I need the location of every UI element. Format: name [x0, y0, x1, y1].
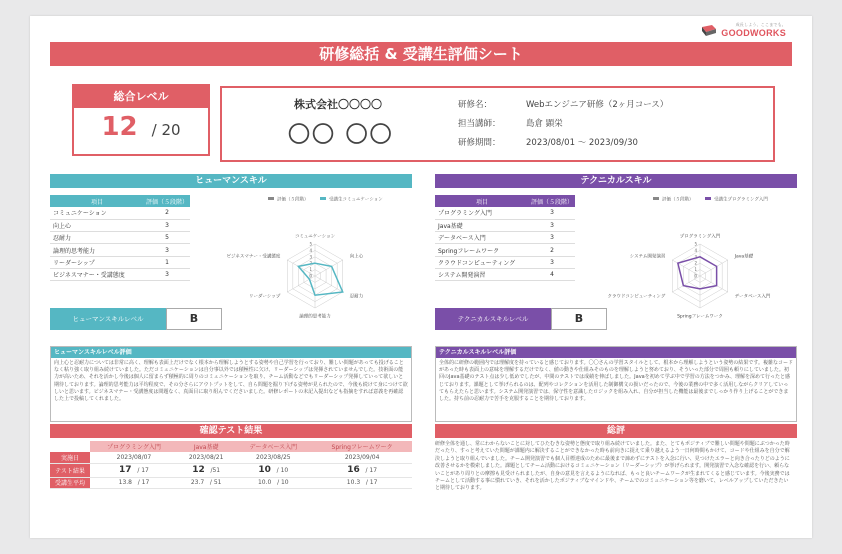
human-col-item: 項目: [50, 195, 144, 207]
skill-label: ビジネスマナー・受講態度: [50, 268, 144, 280]
radar-axis-label: プログラミング入門: [679, 234, 721, 240]
legend-swatch: [268, 197, 274, 200]
human-skill-radar-chart: [220, 194, 410, 344]
table-row: [435, 244, 575, 256]
radar-tick-label: 1: [309, 267, 312, 273]
evaluation-sheet: [30, 16, 812, 538]
radar-tick-label: 4: [309, 247, 312, 253]
test-date: 2023/09/04: [312, 452, 412, 463]
human-col-eval: 評価（５段階）: [144, 195, 190, 207]
radar-data-series: [678, 257, 717, 289]
test-avg: 10.3: [346, 479, 361, 486]
skill-value: 3: [529, 232, 575, 244]
training-name-key: 研修名：: [458, 100, 493, 110]
legend-label: 評価（５段階）: [662, 197, 694, 203]
test-avg-max: / 51: [209, 479, 222, 486]
human-eval-text: 向上心と忍耐力については非常に高く、理解も表面上だけでなく根本から理解しようとする姿勢や自己学習を行っており、難しい問題があっても投げることなく粘り強く取り組み続けていました。ただコミュニケーションは自分事以外では積極性に欠け、リーダーシップは発揮されていませんでした。技術面の能力が高いため、それを活かし今後は個人に留まらず積極的に周りのコミュニケーションを取り、チーム活動などでもリーダーシップ発揮していって欲しいと期待しております。論理的思考能力は平均程度で、その分さらにアウトプットをして、自ら問題を掘り下げる姿勢が見られたので、今後も続けて身につけて欲しいと思います。ビジネスマナー・受講態度は問題なく、真面目に取り組んでくださいました。研修レポートの未記入提出なども指摘をすれば意義を再確認した上で投稿してくれました。: [54, 360, 408, 403]
tech-col-item: 項目: [435, 195, 529, 207]
legend-label: 評価（５段階）: [277, 197, 309, 203]
test-score-max: / 17: [365, 467, 378, 474]
table-row: [50, 232, 190, 244]
radar-axis-label: 論理的思考能力: [299, 314, 331, 320]
radar-axis-label: システム開発演習: [629, 254, 666, 260]
radar-axis-label: 忍耐力: [349, 294, 364, 300]
table-row: [50, 207, 190, 219]
table-row: [50, 244, 190, 256]
skill-label: コミュニケーション: [50, 207, 144, 219]
human-eval-title: ヒューマンスキルレベル評価: [51, 347, 411, 358]
tech-skill-table: [435, 195, 575, 281]
radar-tick-label: 1: [694, 267, 697, 273]
radar-axis-label: 向上心: [349, 254, 364, 260]
tech-eval-text: 全体的に研修の範囲内では理解度を持っていると感じております。〇〇さんの学習スタイルとして、根本から理解しようという姿勢の結果です。複雑なコードがあった時も表面上の意味を理解するだけでなく、値の動きや仕組みそのものを理解しようと努めており、そういった部分で周囲も頼りにしていました。初回のJava基礎のテスト点は少し低めでしたが、中間のテストでは成績を伸ばしました。Javaを初めて学ぶ中で学習の方法をつかみ、理解を深めて行ったと感じております。課題として挙げられるのは、配列やコレクションを活用した制御構文の扱いだったので、今後の業務の中で多く活用しながらクリアしていってもらえたらと思います。システム開発演習では、保守性を意識したロジックを組み入れ、自分が担当した機能は最後までしっかり作り上げることができました。持ち前の忍耐力で苦手を克服することを期待しております。: [439, 360, 794, 403]
human-skill-table: [50, 195, 190, 281]
radar-axis-label: クラウドコンピューティング: [607, 294, 666, 300]
table-row: [50, 268, 190, 280]
skill-label: 向上心: [50, 219, 144, 231]
test-results-header: 確認テスト結果: [50, 424, 412, 438]
brand-tagline: 成長しよう、ここまでも。: [735, 22, 786, 27]
brand-icon: [701, 24, 717, 37]
test-col-header: Java基礎: [178, 441, 234, 452]
tech-eval-title: テクニカルスキルレベル評価: [436, 347, 796, 358]
company-name: 株式会社〇〇〇〇: [294, 98, 382, 111]
test-corner-cell: [50, 441, 90, 452]
instructor-value: 島倉 顕栄: [526, 119, 563, 129]
table-row: [435, 256, 575, 268]
overall-level-label: 総合レベル: [74, 86, 208, 108]
legend-swatch: [320, 197, 326, 200]
skill-value: 2: [144, 207, 190, 219]
table-row: [435, 268, 575, 280]
test-score-cell: [312, 463, 412, 477]
skill-value: 3: [529, 219, 575, 231]
test-avg-max: / 17: [137, 479, 150, 486]
training-period-key: 研修期間：: [458, 138, 501, 148]
radar-axis-label: リーダーシップ: [249, 294, 281, 300]
radar-axis-label: Springフレームワーク: [677, 314, 723, 320]
radar-tick-label: 2: [694, 260, 697, 266]
table-row: [50, 219, 190, 231]
skill-value: 1: [144, 256, 190, 268]
radar-spoke: [700, 276, 728, 292]
tech-skill-radar-chart: [605, 194, 795, 344]
human-level-value: B: [166, 308, 222, 330]
tech-level-row: [435, 308, 607, 330]
overall-level-box: [72, 84, 210, 156]
test-avg: 10.0: [257, 479, 272, 486]
test-date: 2023/08/25: [234, 452, 312, 463]
test-date: 2023/08/21: [178, 452, 234, 463]
radar-tick-label: 3: [694, 254, 697, 260]
table-row: [435, 207, 575, 219]
tech-skill-header: テクニカルスキル: [435, 174, 797, 188]
row-label: 受講生平均: [50, 477, 90, 488]
skill-label: クラウドコンピューティング: [435, 256, 529, 268]
test-avg-cell: [312, 477, 412, 488]
legend-swatch: [705, 197, 711, 200]
review-text: 研修全体を通し、常にわからないことに対してひたむきな姿勢と態度で取り組み続けていました。また、とてもポジティブで難しい問題や問題にぶつかった時だったり、すっと考えていた問題が課題内に解決することができなかった時も前向きに捉えて乗り越えるよう一日何時間もかけて、コードや仕組みを自分で解決しようと取り組んでいました。チーム開発演習でも個人目標達成のために最後まで諦めずにテストを入念に行い、見つけたエラーと向き合ったりどのように改善させるかを模索しました。課題としてチーム活動におけるコミュニケーション（リーダーシップ）が挙げられます。開発演習で入念な確認を行い、頼らないことがあり周りとの摩擦も見受けられましたが、自身の意見を言えるようになれば、もっと良いチームワークが生まれてくると感じています。今後実務ではチームとして活動する事に慣れていき、それを活かしたポジティブなマインドや、チームでのコミュニケーション等を磨いて、レベルアップしていただきたいと期待しております。: [435, 441, 790, 492]
skill-label: リーダーシップ: [50, 256, 144, 268]
training-name-value: Webエンジニア研修（2ヶ月コース）: [526, 100, 669, 110]
test-score: 16: [347, 465, 360, 475]
test-score: 10: [258, 465, 271, 475]
tech-level-label: テクニカルスキルレベル: [435, 308, 551, 330]
tech-level-value: B: [551, 308, 607, 330]
test-date: 2023/08/07: [90, 452, 178, 463]
test-avg: 23.7: [190, 479, 205, 486]
skill-label: 論理的思考能力: [50, 244, 144, 256]
page-title: 研修総括 & 受講生評価シート: [50, 42, 792, 66]
test-date-row: [50, 452, 412, 463]
table-row: [435, 219, 575, 231]
review-header: 総評: [435, 424, 797, 438]
skill-label: 忍耐力: [50, 232, 144, 244]
brand-logo: [701, 22, 786, 38]
radar-axis-label: Java基礎: [734, 254, 754, 260]
overall-level-value: 12: [101, 112, 138, 142]
test-avg-max: / 17: [365, 479, 378, 486]
test-score-cell: [178, 463, 234, 477]
human-eval-box: [50, 346, 412, 422]
test-results-table: [50, 441, 412, 489]
radar-axis-label: コミュニケーション: [294, 234, 336, 240]
legend-label: 受講生プログラミング入門: [714, 197, 768, 203]
test-col-header: プログラミング入門: [90, 441, 178, 452]
test-avg: 13.8: [118, 479, 132, 486]
row-label: テスト結果: [50, 463, 90, 477]
test-score-cell: [234, 463, 312, 477]
trainee-info-box: [220, 86, 775, 162]
test-avg-cell: [90, 477, 178, 488]
test-avg-cell: [234, 477, 312, 488]
table-row: [435, 232, 575, 244]
skill-label: データベース入門: [435, 232, 529, 244]
legend-label: 受講生コミュニケーション: [329, 197, 383, 203]
test-col-header: データベース入門: [234, 441, 312, 452]
skill-value: 3: [144, 244, 190, 256]
test-avg-cell: [178, 477, 234, 488]
test-avg-max: / 10: [277, 479, 289, 486]
radar-axis-label: データベース入門: [734, 294, 771, 300]
row-label: 実施日: [50, 452, 90, 463]
brand-name: GOODWORKS: [721, 28, 786, 38]
skill-value: 3: [144, 219, 190, 231]
radar-tick-label: 5: [309, 241, 312, 247]
skill-label: Springフレームワーク: [435, 244, 529, 256]
skill-label: システム開発演習: [435, 268, 529, 280]
trainee-name: 〇〇 〇〇: [288, 123, 394, 148]
table-row: [50, 256, 190, 268]
skill-value: 3: [529, 256, 575, 268]
legend-swatch: [653, 197, 659, 200]
training-period-value: 2023/08/01 ～ 2023/09/30: [526, 138, 638, 148]
skill-label: プログラミング入門: [435, 207, 529, 219]
test-score-row: [50, 463, 412, 477]
tech-col-eval: 評価（５段階）: [529, 195, 575, 207]
radar-spoke: [315, 260, 343, 276]
overall-level-max: / 20: [151, 121, 181, 139]
radar-axis-label: ビジネスマナー・受講態度: [226, 254, 281, 260]
human-level-row: [50, 308, 222, 330]
skill-value: 3: [529, 207, 575, 219]
radar-tick-label: 2: [309, 260, 312, 266]
human-level-label: ヒューマンスキルレベル: [50, 308, 166, 330]
test-col-header: Springフレームワーク: [312, 441, 412, 452]
test-score-max: / 17: [137, 467, 149, 474]
skill-label: Java基礎: [435, 219, 529, 231]
radar-tick-label: 4: [694, 247, 697, 253]
skill-value: 3: [144, 268, 190, 280]
radar-tick-label: 0: [309, 273, 312, 279]
human-skill-header: ヒューマンスキル: [50, 174, 412, 188]
tech-eval-box: [435, 346, 797, 422]
skill-value: 2: [529, 244, 575, 256]
radar-tick-label: 5: [694, 241, 697, 247]
test-score: 12: [192, 465, 205, 475]
skill-value: 4: [529, 268, 575, 280]
test-average-row: [50, 477, 412, 488]
radar-spoke: [700, 260, 728, 276]
test-score-cell: [90, 463, 178, 477]
radar-tick-label: 3: [309, 254, 312, 260]
skill-value: 5: [144, 232, 190, 244]
radar-tick-label: 0: [694, 273, 697, 279]
instructor-key: 担当講師：: [458, 119, 501, 129]
test-score-max: / 10: [276, 467, 289, 474]
test-score: 17: [119, 465, 132, 475]
test-score-max: /51: [210, 467, 221, 474]
